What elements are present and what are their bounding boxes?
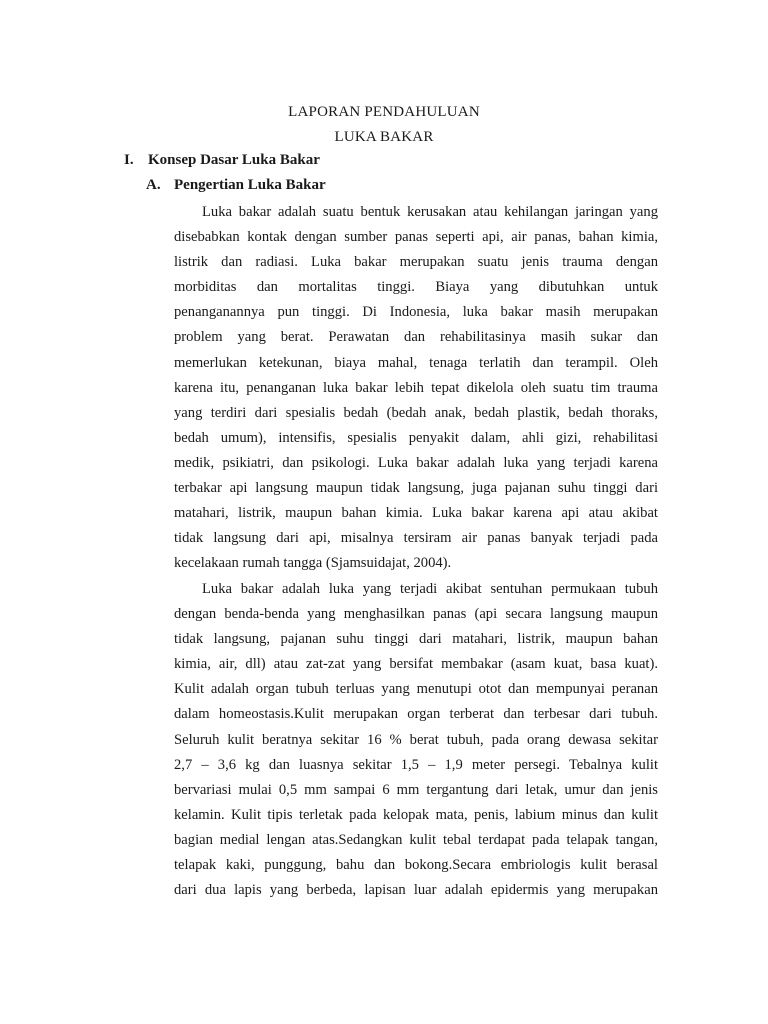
document-subtitle: LUKA BAKAR — [334, 129, 434, 145]
paragraph-line: karena itu, penanganan luka bakar lebih tepat dikelola oleh suatu tim trauma — [174, 379, 658, 396]
paragraph-line: medik, psikiatri, dan psikologi. Luka bakar adalah luka yang terjadi karena — [174, 454, 658, 471]
paragraph-line: disebabkan kontak dengan sumber panas seperti api, air panas, bahan kimia, — [174, 229, 658, 246]
section-label: Konsep Dasar Luka Bakar — [148, 152, 320, 168]
section-number: I. — [124, 152, 134, 168]
paragraph-line: tidak langsung, pajanan suhu tinggi dari matahari, listrik, maupun bahan — [174, 631, 658, 648]
paragraph-line: Luka bakar adalah suatu bentuk kerusakan atau kehilangan jaringan yang — [202, 204, 658, 220]
paragraph-line: dengan benda-benda yang menghasilkan panas (api secara langsung maupun — [174, 606, 658, 623]
paragraph-line: bervariasi mulai 0,5 mm sampai 6 mm tergantung dari letak, umur dan jenis — [174, 781, 658, 798]
paragraph-line: Kulit adalah organ tubuh terluas yang menutupi otot dan mempunyai peranan — [174, 681, 658, 698]
paragraph-line: problem yang berat. Perawatan dan rehabilitasinya masih sukar dan — [174, 329, 658, 346]
section-heading — [124, 152, 320, 169]
paragraph-line: Luka bakar adalah luka yang terjadi akibat sentuhan permukaan tubuh — [202, 581, 658, 597]
paragraph-line: terbakar api langsung maupun tidak langsung, juga pajanan suhu tinggi dari — [174, 480, 658, 497]
document-title: LAPORAN PENDAHULUAN — [288, 104, 480, 120]
paragraph-line: dalam homeostasis.Kulit merupakan organ terberat dan terbesar dari tubuh. — [174, 706, 658, 723]
paragraph-line: penanganannya pun tinggi. Di Indonesia, luka bakar masih merupakan — [174, 304, 658, 321]
paragraph-line: yang terdiri dari spesialis bedah (bedah anak, bedah plastik, bedah thoraks, — [174, 404, 658, 421]
paragraph-line: bagian medial lengan atas.Sedangkan kulit tebal terdapat pada telapak tangan, — [174, 831, 658, 848]
paragraph-line: listrik dan radiasi. Luka bakar merupakan suatu jenis trauma dengan — [174, 254, 658, 271]
paragraph-line: 2,7 – 3,6 kg dan luasnya sekitar 1,5 – 1,9 meter persegi. Tebalnya kulit — [174, 756, 658, 773]
paragraph-line: matahari, listrik, maupun bahan kimia. Luka bakar karena api atau akibat — [174, 505, 658, 522]
paragraph-line: telapak kaki, punggung, bahu dan bokong.Secara embriologis kulit berasal — [174, 857, 658, 874]
paragraph-1 — [174, 200, 658, 576]
paragraph-line: memerlukan ketekunan, biaya mahal, tenaga terlatih dan terampil. Oleh — [174, 354, 658, 371]
paragraph-line: kecelakaan rumah tangga (Sjamsuidajat, 2004). — [174, 555, 452, 572]
paragraph-line: Seluruh kulit beratnya sekitar 16 % berat tubuh, pada orang dewasa sekitar — [174, 731, 658, 748]
subsection-heading — [146, 177, 326, 194]
paragraph-line: tidak langsung dari api, misalnya tersiram air panas banyak terjadi pada — [174, 530, 658, 547]
subsection-number: A. — [146, 177, 161, 193]
paragraph-line: morbiditas dan mortalitas tinggi. Biaya yang dibutuhkan untuk — [174, 279, 658, 296]
paragraph-2 — [174, 577, 658, 903]
subsection-label: Pengertian Luka Bakar — [174, 177, 326, 193]
paragraph-line: bedah umum), intensifis, spesialis penyakit dalam, ahli gizi, rehabilitasi — [174, 429, 658, 446]
paragraph-line: kelamin. Kulit tipis terletak pada kelopak mata, penis, labium minus dan kulit — [174, 806, 658, 823]
paragraph-line: dari dua lapis yang berbeda, lapisan luar adalah epidermis yang merupakan — [174, 882, 658, 899]
paragraph-line: kimia, air, dll) atau zat-zat yang bersifat membakar (asam kuat, basa kuat). — [174, 656, 658, 673]
